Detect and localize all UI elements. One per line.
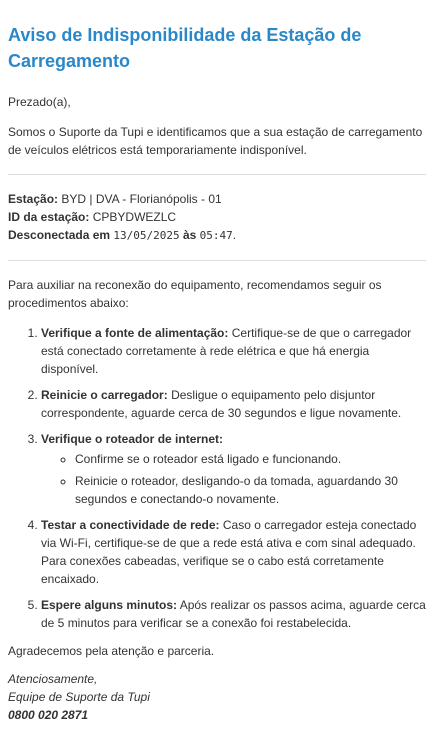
station-value: BYD | DVA - Florianópolis - 01 xyxy=(61,192,222,206)
instructions-intro: Para auxiliar na reconexão do equipamento, recomendamos seguir os procedimentos abaixo: xyxy=(8,278,382,310)
substep-item: ◦ Reinicie o roteador, desligando-o da tomada, aguardando 30 segundos e conectando-o novamente. xyxy=(75,472,426,508)
greeting: Prezado(a), xyxy=(8,95,71,109)
station-label: Estação: xyxy=(8,192,59,206)
intro-paragraph: Somos o Suporte da Tupi e identificamos que a sua estação de carregamento de veículos elétricos está temporariamente indisponível. xyxy=(8,125,423,157)
at-label: às xyxy=(182,228,197,242)
station-id-label: ID da estação: xyxy=(8,210,90,224)
station-details xyxy=(8,190,426,245)
disconnected-time: 05:47 xyxy=(199,229,233,242)
step-item xyxy=(41,324,426,378)
step-item xyxy=(41,386,426,422)
phone-number: 0800 020 2871 xyxy=(8,708,89,722)
step-text: Certifique-se de que o carregador está conectado corretamente à rede elétrica e que há energia disponível. xyxy=(41,326,412,376)
period: . xyxy=(232,228,237,242)
step-item xyxy=(41,430,426,508)
step-title: Verifique a fonte de alimentação: xyxy=(41,326,229,340)
disconnected-label: Desconectada em xyxy=(8,228,111,242)
step-title: Espere alguns minutos: xyxy=(41,598,178,612)
station-id-value: CPBYDWEZLC xyxy=(92,210,177,224)
divider-top xyxy=(8,174,426,175)
step-item xyxy=(41,596,426,632)
step-title: Testar a conectividade de rede: xyxy=(41,518,220,532)
disconnected-date: 13/05/2025 xyxy=(113,229,180,242)
disconnected-row xyxy=(8,226,426,245)
step-title: Verifique o roteador de internet: xyxy=(41,432,224,446)
station-id-row xyxy=(8,208,426,226)
email-title: Aviso de Indisponibilidade da Estação de Carregamento xyxy=(8,25,362,71)
signature xyxy=(8,670,426,724)
station-row xyxy=(8,190,426,208)
substeps-list xyxy=(41,450,426,508)
signoff-line: Atenciosamente, xyxy=(8,672,98,686)
thanks-line: Agradecemos pela atenção e parceria. xyxy=(8,644,215,658)
step-item xyxy=(41,516,426,588)
divider-bottom xyxy=(8,260,426,261)
team-line: Equipe de Suporte da Tupi xyxy=(8,690,150,704)
step-text: Após realizar os passos acima, aguarde cerca de 5 minutos para verificar se a conexão foi restabelecida. xyxy=(41,598,426,630)
substep-item: ◦ Confirme se o roteador está ligado e funcionando. xyxy=(75,450,426,468)
step-text: Caso o carregador esteja conectado via Wi-Fi, certifique-se de que a rede está ativa e com sinal adequado. Para conexões cabeadas, verifique se o cabo está corretamente encaixado. xyxy=(41,518,417,586)
step-text: Desligue o equipamento pelo disjuntor correspondente, aguarde cerca de 30 segundos e ligue novamente. xyxy=(41,388,402,420)
step-title: Reinicie o carregador: xyxy=(41,388,168,402)
steps-list xyxy=(8,324,426,632)
